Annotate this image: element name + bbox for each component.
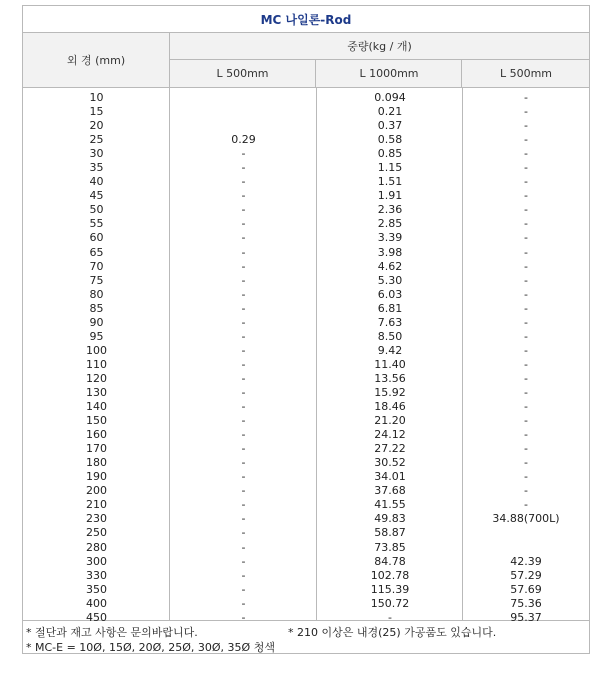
cell-weight-500: - [241, 301, 246, 315]
table-row [23, 442, 589, 456]
cell-weight-500: - [241, 540, 246, 554]
cell-weight-500: - [241, 610, 246, 624]
cell-weight-500-second: - [524, 161, 528, 175]
cell-weight-500-second: - [524, 203, 528, 217]
table-row [23, 302, 589, 316]
cell-outer-diameter: 140 [86, 400, 107, 414]
cell-weight-500-second: 95.37 [510, 610, 542, 624]
table-row [23, 526, 589, 540]
cell-weight-500: - [241, 582, 246, 596]
cell-weight-500-second: - [524, 189, 528, 203]
table-row [23, 189, 589, 203]
cell-outer-diameter: 100 [86, 343, 107, 357]
cell-weight-1000: 21.20 [374, 414, 406, 428]
cell-weight-500-second: - [524, 91, 528, 104]
table-row [23, 555, 589, 569]
cell-weight-500: - [241, 400, 246, 414]
cell-weight-1000: 58.87 [374, 526, 406, 540]
cell-outer-diameter: 130 [86, 385, 107, 399]
cell-weight-1000: 15.92 [374, 385, 406, 399]
table-rows [23, 91, 589, 625]
cell-weight-1000: 84.78 [374, 554, 406, 568]
cell-weight-500: - [241, 259, 246, 273]
cell-weight-500 [170, 119, 317, 133]
cell-weight-1000: 0.58 [377, 133, 403, 147]
cell-weight-500-second: 75.36 [510, 596, 542, 610]
table-row [23, 512, 589, 526]
cell-outer-diameter: 110 [86, 357, 107, 371]
cell-weight-500-second: - [524, 119, 528, 133]
cell-weight-500 [170, 105, 317, 119]
cell-outer-diameter: 350 [86, 582, 107, 596]
spec-table [22, 5, 590, 654]
cell-weight-1000: 0.21 [377, 105, 403, 119]
cell-weight-500: 0.29 [231, 133, 256, 147]
cell-weight-500 [170, 91, 317, 105]
cell-weight-500: - [241, 512, 246, 526]
cell-weight-500: - [241, 343, 246, 357]
cell-weight-1000: 150.72 [370, 596, 410, 610]
header-length-1000: L 1000mm [317, 60, 462, 87]
cell-weight-500: - [241, 442, 246, 456]
cell-weight-500: - [241, 315, 246, 329]
cell-outer-diameter: 85 [89, 301, 104, 315]
cell-weight-500: - [241, 456, 246, 470]
cell-weight-1000: 7.63 [377, 315, 403, 329]
cell-weight-1000: 2.85 [377, 217, 403, 231]
table-row [23, 175, 589, 189]
cell-weight-500-second: - [524, 273, 528, 287]
cell-weight-1000: 30.52 [374, 456, 406, 470]
cell-weight-1000: 5.30 [377, 273, 403, 287]
cell-outer-diameter: 95 [89, 329, 104, 343]
cell-weight-500: - [241, 470, 246, 484]
cell-outer-diameter: 210 [86, 498, 107, 512]
cell-weight-1000: 0.37 [377, 119, 403, 133]
cell-outer-diameter: 80 [89, 287, 104, 301]
cell-weight-1000: 34.01 [374, 470, 406, 484]
table-row [23, 231, 589, 245]
cell-weight-500: - [241, 596, 246, 610]
table-row [23, 386, 589, 400]
cell-weight-500-second: - [524, 133, 528, 147]
cell-weight-500: - [241, 526, 246, 540]
cell-weight-1000: 102.78 [370, 568, 410, 582]
cell-weight-1000: 6.03 [377, 287, 403, 301]
cell-weight-500: - [241, 414, 246, 428]
cell-weight-500-second: - [524, 484, 528, 498]
table-row [23, 484, 589, 498]
note-over-210: * 210 이상은 내경(25) 가공품도 있습니다. [288, 626, 497, 639]
cell-outer-diameter: 55 [89, 217, 104, 231]
table-row [23, 344, 589, 358]
cell-outer-diameter: 160 [86, 428, 107, 442]
cell-weight-1000: 1.51 [377, 175, 403, 189]
cell-weight-1000: 49.83 [374, 512, 406, 526]
header-outer-diameter: 외 경 (mm) [23, 33, 170, 87]
cell-weight-500-second: - [524, 147, 528, 161]
cell-weight-500: - [241, 371, 246, 385]
cell-weight-500-second: - [524, 217, 528, 231]
note-mc-e-blue: * MC-E = 10Ø, 15Ø, 20Ø, 25Ø, 30Ø, 35Ø 청색 [26, 641, 275, 654]
cell-outer-diameter: 90 [89, 315, 104, 329]
cell-weight-1000: 3.98 [377, 245, 403, 259]
table-row [23, 260, 589, 274]
cell-weight-500: - [241, 203, 246, 217]
cell-weight-500-second: - [524, 385, 528, 399]
table-header [23, 33, 589, 88]
cell-weight-1000: 24.12 [374, 428, 406, 442]
cell-outer-diameter: 170 [86, 442, 107, 456]
cell-weight-500: - [241, 357, 246, 371]
cell-outer-diameter: 190 [86, 470, 107, 484]
table-title: MC 나일론-Rod [23, 6, 589, 33]
cell-weight-1000: 41.55 [374, 498, 406, 512]
cell-weight-500: - [241, 484, 246, 498]
cell-weight-1000: 8.50 [377, 329, 403, 343]
table-row [23, 274, 589, 288]
cell-outer-diameter: 75 [89, 273, 104, 287]
table-row [23, 400, 589, 414]
cell-weight-500-second: - [524, 287, 528, 301]
cell-weight-500-second: - [524, 105, 528, 119]
cell-outer-diameter: 65 [89, 245, 104, 259]
table-row [23, 91, 589, 105]
cell-weight-1000: 0.85 [377, 147, 403, 161]
cell-weight-500: - [241, 161, 246, 175]
cell-outer-diameter: 120 [86, 371, 107, 385]
cell-weight-1000: 18.46 [374, 400, 406, 414]
cell-weight-1000: 37.68 [374, 484, 406, 498]
cell-weight-500-second [463, 526, 589, 540]
cell-outer-diameter: 50 [89, 203, 104, 217]
table-row [23, 288, 589, 302]
cell-weight-500-second: - [524, 245, 528, 259]
cell-weight-500-second: - [524, 371, 528, 385]
cell-weight-500: - [241, 329, 246, 343]
cell-outer-diameter: 15 [89, 105, 104, 119]
cell-outer-diameter: 280 [86, 540, 107, 554]
cell-weight-1000: 6.81 [377, 301, 403, 315]
cell-weight-500-second: - [524, 470, 528, 484]
table-row [23, 428, 589, 442]
table-row [23, 161, 589, 175]
cell-outer-diameter: 200 [86, 484, 107, 498]
table-notes [23, 621, 589, 653]
cell-weight-500-second [463, 541, 589, 555]
cell-outer-diameter: 330 [86, 568, 107, 582]
cell-weight-500-second: 34.88(700L) [492, 512, 560, 526]
table-row [23, 330, 589, 344]
cell-outer-diameter: 20 [89, 119, 104, 133]
cell-weight-500-second: - [524, 498, 528, 512]
cell-weight-500-second: 57.69 [510, 582, 542, 596]
cell-weight-500: - [241, 147, 246, 161]
cell-weight-1000: 4.62 [377, 259, 403, 273]
cell-weight-1000: 9.42 [377, 343, 403, 357]
cell-outer-diameter: 150 [86, 414, 107, 428]
cell-weight-500-second: - [524, 301, 528, 315]
table-row [23, 246, 589, 260]
cell-weight-1000: 2.36 [377, 203, 403, 217]
header-length-500-first: L 500mm [170, 60, 316, 87]
note-cutting-stock: * 절단과 재고 사항은 문의바랍니다. [26, 626, 198, 639]
table-row [23, 583, 589, 597]
cell-weight-500: - [241, 287, 246, 301]
cell-weight-500: - [241, 385, 246, 399]
table-row [23, 133, 589, 147]
cell-outer-diameter: 70 [89, 259, 104, 273]
table-row [23, 316, 589, 330]
cell-weight-500: - [241, 231, 246, 245]
table-row [23, 569, 589, 583]
table-row [23, 119, 589, 133]
cell-weight-1000: 27.22 [374, 442, 406, 456]
cell-outer-diameter: 400 [86, 596, 107, 610]
cell-weight-500-second: - [524, 442, 528, 456]
cell-weight-1000: - [388, 610, 392, 624]
table-row [23, 358, 589, 372]
cell-weight-1000: 73.85 [374, 540, 406, 554]
table-row [23, 372, 589, 386]
cell-weight-1000: 11.40 [374, 357, 406, 371]
table-row [23, 470, 589, 484]
cell-weight-500-second: - [524, 231, 528, 245]
cell-weight-500-second: - [524, 357, 528, 371]
cell-outer-diameter: 300 [86, 554, 107, 568]
cell-weight-500: - [241, 498, 246, 512]
cell-weight-1000: 3.39 [377, 231, 403, 245]
table-row [23, 147, 589, 161]
cell-weight-500: - [241, 175, 246, 189]
cell-weight-500: - [241, 245, 246, 259]
cell-weight-500-second: - [524, 428, 528, 442]
cell-outer-diameter: 35 [89, 161, 104, 175]
cell-outer-diameter: 40 [89, 175, 104, 189]
table-body [23, 88, 589, 624]
cell-weight-1000: 1.91 [377, 189, 403, 203]
table-row [23, 105, 589, 119]
cell-weight-500-second: - [524, 259, 528, 273]
cell-weight-500: - [241, 189, 246, 203]
cell-outer-diameter: 250 [86, 526, 107, 540]
cell-weight-500-second: - [524, 414, 528, 428]
cell-outer-diameter: 10 [89, 91, 104, 104]
header-weight: 중량(kg / 개) [170, 33, 589, 60]
table-row [23, 217, 589, 231]
cell-weight-500: - [241, 554, 246, 568]
cell-weight-1000: 115.39 [370, 582, 410, 596]
header-length-500-second: L 500mm [499, 67, 553, 80]
cell-outer-diameter: 450 [86, 610, 107, 624]
cell-outer-diameter: 25 [89, 133, 104, 147]
cell-outer-diameter: 180 [86, 456, 107, 470]
cell-weight-500-second: - [524, 456, 528, 470]
cell-weight-500-second: - [524, 343, 528, 357]
cell-outer-diameter: 230 [86, 512, 107, 526]
table-row [23, 541, 589, 555]
cell-weight-500-second: - [524, 175, 528, 189]
cell-weight-500: - [241, 273, 246, 287]
cell-weight-1000: 0.094 [374, 91, 406, 104]
cell-weight-500-second: 57.29 [510, 568, 542, 582]
table-row [23, 414, 589, 428]
cell-weight-500: - [241, 568, 246, 582]
cell-outer-diameter: 30 [89, 147, 104, 161]
table-row [23, 597, 589, 611]
table-row [23, 498, 589, 512]
cell-weight-500-second: - [524, 329, 528, 343]
cell-weight-500: - [241, 428, 246, 442]
cell-weight-500: - [241, 217, 246, 231]
table-row [23, 203, 589, 217]
cell-outer-diameter: 45 [89, 189, 104, 203]
cell-weight-1000: 1.15 [377, 161, 403, 175]
table-row [23, 456, 589, 470]
cell-weight-500-second: - [524, 400, 528, 414]
cell-weight-500-second: - [524, 315, 528, 329]
cell-weight-1000: 13.56 [374, 371, 406, 385]
cell-outer-diameter: 60 [89, 231, 104, 245]
cell-weight-500-second: 42.39 [510, 554, 542, 568]
